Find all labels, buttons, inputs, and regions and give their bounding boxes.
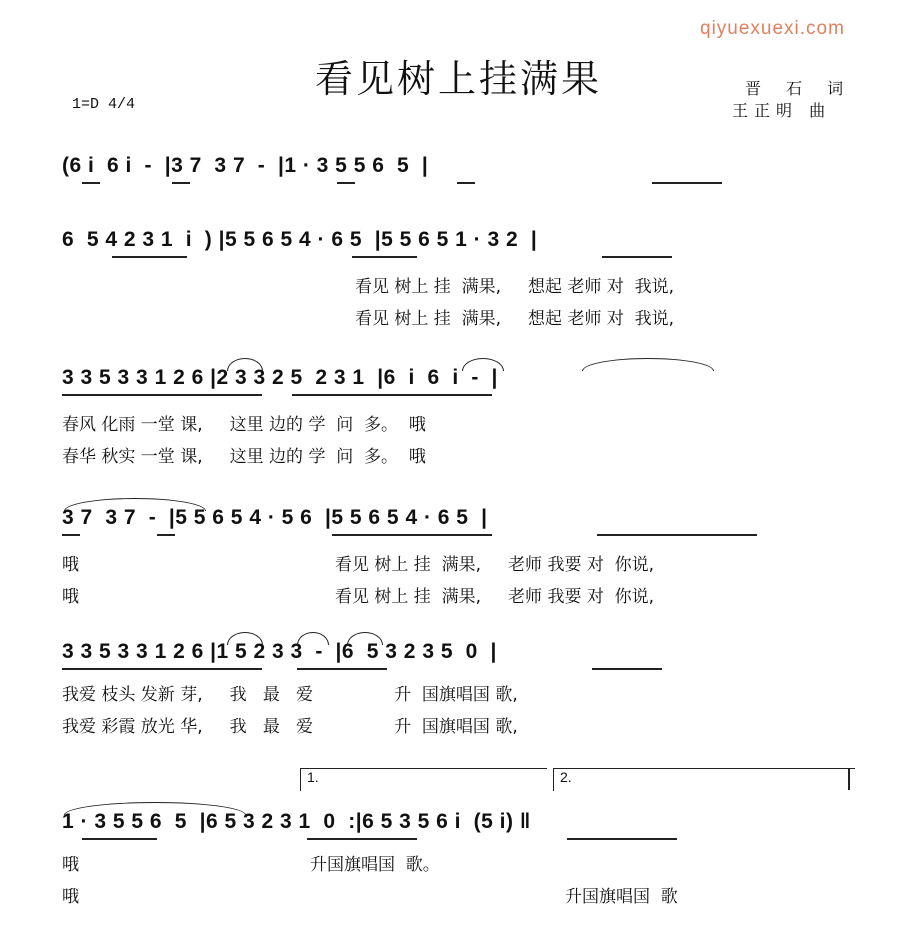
- lyrics-row-6-verse-1: 升国旗唱国 歌。: [310, 855, 440, 875]
- key-signature: 1=D 4/4: [72, 96, 136, 113]
- staff-row-2: [62, 228, 855, 262]
- staff-row-1: [62, 154, 855, 188]
- lyrics-row-4-verse-1: 看见 树上 挂 满果, 老师 我要 对 你说,: [335, 555, 655, 575]
- second-ending-end: [848, 768, 850, 790]
- lyrics-row-3-verse-2: 春华 秋实 一堂 课, 这里 边的 学 问 多。 哦: [62, 447, 426, 467]
- second-ending-label: 2.: [560, 769, 572, 785]
- lyrics-row-4-verse-2: 看见 树上 挂 满果, 老师 我要 对 你说,: [335, 587, 655, 607]
- notation-row-1: (6 i 6 i - |3 7 3 7 - |1 · 3 5 5 6 5 |: [62, 154, 429, 177]
- first-ending-label: 1.: [307, 769, 319, 785]
- staff-row-3: [62, 366, 855, 400]
- lyrics-row-6-verse-1-intro: 哦: [62, 855, 79, 875]
- watermark: qiyuexuexi.com: [700, 18, 845, 39]
- lyrics-row-5-verse-2: 我爱 彩霞 放光 华, 我 最 爱 升 国旗唱国 歌,: [62, 717, 518, 737]
- first-ending-bracket: [300, 768, 547, 791]
- lyrics-row-6-verse-2-intro: 哦: [62, 887, 79, 907]
- second-ending-bracket: [553, 768, 855, 791]
- lyricist-credit: 晋 石 词: [745, 79, 854, 98]
- notation-row-6: 1 · 3 5 5 6 5 |6 5 3 2 3 1 0 :|6 5 3 5 6 i (5 i) ‖: [62, 810, 531, 833]
- notation-row-5: 3 3 5 3 3 1 2 6 |1 5 2 3 3 - |6 5 3 2 3 5 0 |: [62, 640, 497, 663]
- staff-row-4: [62, 506, 855, 540]
- lyrics-row-2-verse-2: 看见 树上 挂 满果, 想起 老师 对 我说,: [355, 309, 675, 329]
- notation-row-3: 3 3 5 3 3 1 2 6 |2 3 3 2 5 2 3 1 |6 i 6 i - |: [62, 366, 498, 389]
- staff-row-5: [62, 640, 855, 674]
- composer-credit: 王正明 曲: [732, 101, 832, 120]
- lyrics-row-3-verse-1: 春风 化雨 一堂 课, 这里 边的 学 问 多。 哦: [62, 415, 426, 435]
- lyrics-row-2-verse-1: 看见 树上 挂 满果, 想起 老师 对 我说,: [355, 277, 675, 297]
- lyrics-row-5-verse-1: 我爱 枝头 发新 芽, 我 最 爱 升 国旗唱国 歌,: [62, 685, 518, 705]
- lyrics-row-6-verse-2: 升国旗唱国 歌: [565, 887, 678, 907]
- lyrics-row-4-verse-1-intro: 哦: [62, 555, 79, 575]
- lyrics-row-4-verse-2-intro: 哦: [62, 587, 79, 607]
- staff-row-6: [62, 810, 855, 844]
- notation-row-4: 3 7 3 7 - |5 5 6 5 4 · 5 6 |5 5 6 5 4 · 6 5 |: [62, 506, 488, 529]
- song-title: 看见树上挂满果: [314, 57, 602, 101]
- notation-row-2: 6 5 4 2 3 1 i ) |5 5 6 5 4 · 6 5 |5 5 6 5 1 · 3 2 |: [62, 228, 538, 251]
